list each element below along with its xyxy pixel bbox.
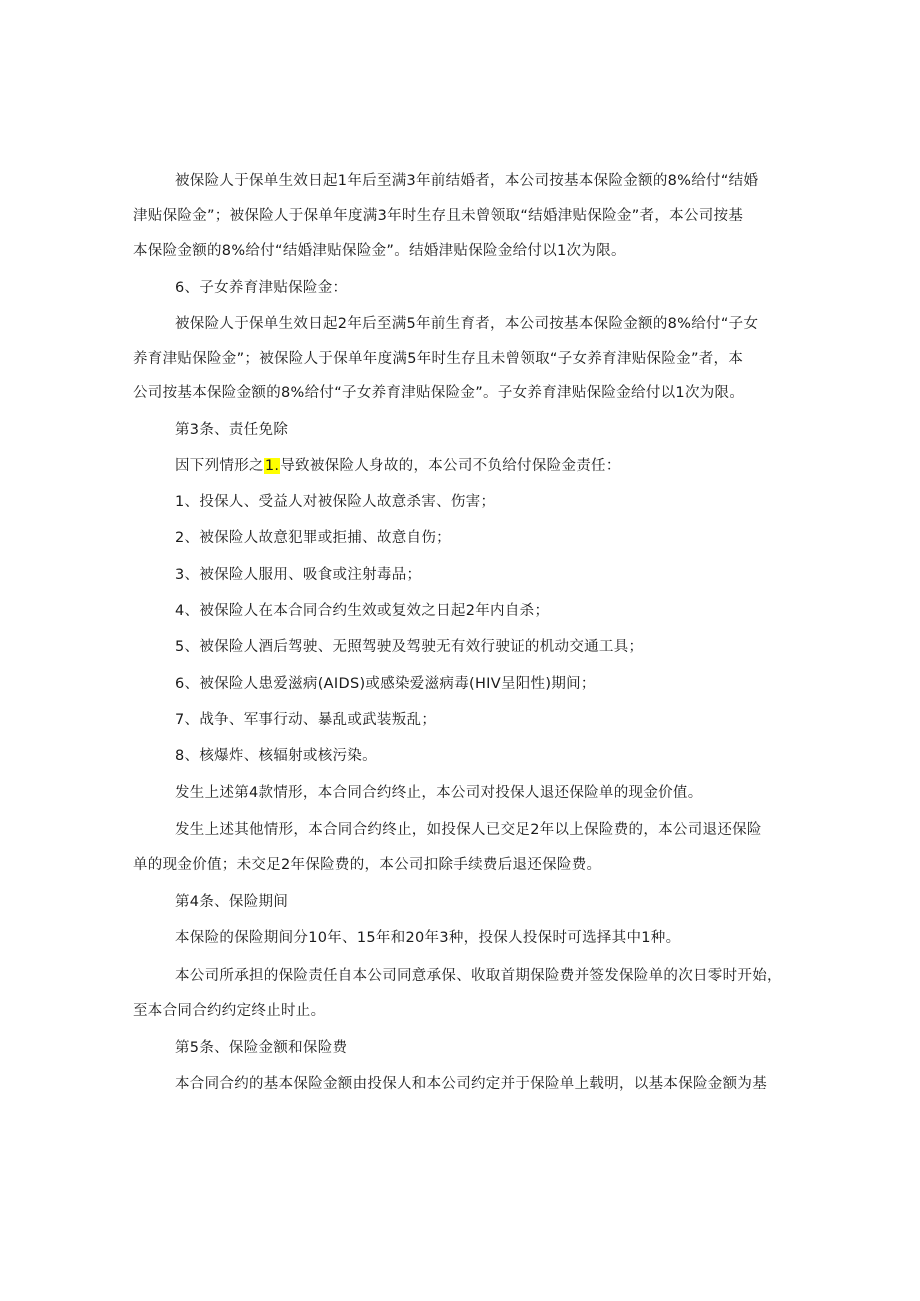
sum-insured-line-1: 本合同合约的基本保险金额由投保人和本公司约定并于保险单上载明，以基本保险金额为基 [175, 1076, 767, 1092]
paragraph-marriage-line-3: 本保险金额的8%给付“结婚津贴保险金”。结婚津贴保险金给付以1次为限。 [133, 243, 626, 259]
termination-case-4: 发生上述第4款情形，本合同合约终止，本公司对投保人退还保险单的现金价值。 [175, 785, 703, 801]
paragraph-marriage-line-2: 津贴保险金”；被保险人于保单年度满3年时生存且未曾领取“结婚津贴保险金”者，本公司按基 [133, 208, 744, 224]
highlighted-marker: 1. [264, 458, 280, 474]
coverage-start-line-1: 本公司所承担的保险责任自本公司同意承保、收取首期保险费并签发保险单的次日零时开始， [175, 968, 782, 984]
paragraph-child-line-2: 养育津贴保险金”；被保险人于保单年度满5年时生存且未曾领取“子女养育津贴保险金”者，本 [133, 351, 744, 367]
exclusion-item-3: 3、被保险人服用、吸食或注射毒品； [175, 567, 422, 583]
exclusion-item-5: 5、被保险人酒后驾驶、无照驾驶及驾驶无有效行驶证的机动交通工具； [175, 639, 644, 655]
exclusion-item-1: 1、投保人、受益人对被保险人故意杀害、伤害； [175, 494, 496, 510]
exclusion-item-4: 4、被保险人在本合同合约生效或复效之日起2年内自杀； [175, 603, 550, 619]
article-4-heading: 第4条、保险期间 [175, 894, 289, 910]
article-5-heading: 第5条、保险金额和保险费 [175, 1040, 348, 1056]
exclusion-item-6: 6、被保险人患爱滋病(AIDS)或感染爱滋病毒(HIV呈阳性)期间； [175, 676, 596, 692]
coverage-start-line-2: 至本合同合约约定终止时止。 [133, 1003, 326, 1019]
paragraph-child-line-1: 被保险人于保单生效日起2年后至满5年前生育者，本公司按基本保险金额的8%给付“子女 [175, 316, 759, 332]
exclusion-intro [175, 456, 621, 476]
exclusion-intro-end: 导致被保险人身故的，本公司不负给付保险金责任： [280, 458, 621, 474]
article-3-heading: 第3条、责任免除 [175, 422, 289, 438]
exclusion-intro-start: 因下列情形之 [175, 458, 264, 474]
termination-other-line-2: 单的现金价值；未交足2年保险费的，本公司扣除手续费后退还保险费。 [133, 857, 602, 873]
exclusion-item-2: 2、被保险人故意犯罪或拒捕、故意自伤； [175, 530, 451, 546]
termination-other-line-1: 发生上述其他情形，本合同合约终止，如投保人已交足2年以上保险费的，本公司退还保险 [175, 822, 762, 838]
insurance-period-terms: 本保险的保险期间分10年、15年和20年3种，投保人投保时可选择其中1种。 [175, 930, 681, 946]
exclusion-item-8: 8、核爆炸、核辐射或核污染。 [175, 748, 377, 764]
section-heading-child-allowance: 6、子女养育津贴保险金： [175, 280, 348, 296]
paragraph-marriage-line-1: 被保险人于保单生效日起1年后至满3年前结婚者，本公司按基本保险金额的8%给付“结婚 [175, 173, 759, 189]
paragraph-child-line-3: 公司按基本保险金额的8%给付“子女养育津贴保险金”。子女养育津贴保险金给付以1次为限。 [133, 385, 745, 401]
exclusion-item-7: 7、战争、军事行动、暴乱或武装叛乱； [175, 712, 437, 728]
